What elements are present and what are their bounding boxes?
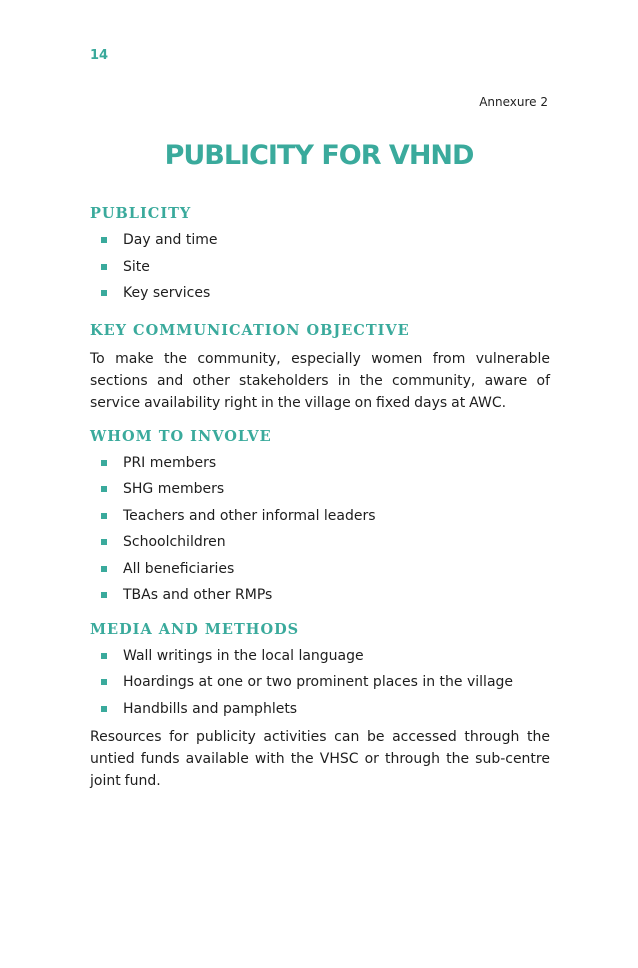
square-bullet-icon <box>101 566 107 572</box>
list-item <box>90 582 550 609</box>
list-item-text: Day and time <box>123 232 218 248</box>
list-item <box>90 450 550 477</box>
section-heading-objective: KEY COMMUNICATION OBJECTIVE <box>90 321 410 339</box>
publicity-list <box>90 227 550 307</box>
list-item-text: Wall writings in the local language <box>123 647 364 664</box>
list-item <box>90 476 550 503</box>
section-heading-publicity: PUBLICITY <box>90 205 192 222</box>
list-item-text: SHG members <box>123 481 225 497</box>
media-list <box>90 643 550 723</box>
list-item <box>90 280 550 307</box>
list-item-text: Hoardings at one or two prominent places in the village <box>123 674 514 690</box>
square-bullet-icon <box>101 460 107 466</box>
section-heading-media: MEDIA AND METHODS <box>90 620 300 638</box>
square-bullet-icon <box>101 513 107 519</box>
list-item-text: Teachers and other informal leaders <box>123 507 376 524</box>
document-body <box>90 201 550 792</box>
square-bullet-icon <box>101 706 107 712</box>
list-item <box>90 503 550 530</box>
list-item <box>90 254 550 281</box>
list-item-text: Handbills and pamphlets <box>123 700 298 717</box>
annexure-label: Annexure 2 <box>479 95 548 109</box>
list-item <box>90 556 550 583</box>
involve-list <box>90 450 550 609</box>
list-item-text: PRI members <box>123 454 217 471</box>
list-item <box>90 669 550 696</box>
list-item-text: All beneficiaries <box>123 560 235 577</box>
list-item-text: Key services <box>123 285 211 301</box>
list-item-text: Site <box>123 258 150 275</box>
list-item-text: TBAs and other RMPs <box>123 587 273 603</box>
square-bullet-icon <box>101 237 107 243</box>
list-item <box>90 696 550 723</box>
square-bullet-icon <box>101 264 107 270</box>
square-bullet-icon <box>101 679 107 685</box>
square-bullet-icon <box>101 486 107 492</box>
resources-paragraph: Resources for publicity activities can be accessed through the untied funds available with the VHSC or through the sub-centre joint fund. <box>90 729 550 789</box>
list-item <box>90 643 550 670</box>
page-number: 14 <box>90 48 109 63</box>
section-heading-involve: WHOM TO INVOLVE <box>90 427 272 445</box>
page-title: PUBLICITY FOR VHND <box>164 140 474 171</box>
square-bullet-icon <box>101 653 107 659</box>
list-item <box>90 529 550 556</box>
square-bullet-icon <box>101 592 107 598</box>
list-item-text: Schoolchildren <box>123 534 226 550</box>
objective-paragraph: To make the community, especially women from vulnerable sections and other stakeholders in the community, aware of service availability right in the village on fixed days at AWC. <box>90 350 550 411</box>
list-item <box>90 227 550 254</box>
square-bullet-icon <box>101 290 107 296</box>
square-bullet-icon <box>101 539 107 545</box>
